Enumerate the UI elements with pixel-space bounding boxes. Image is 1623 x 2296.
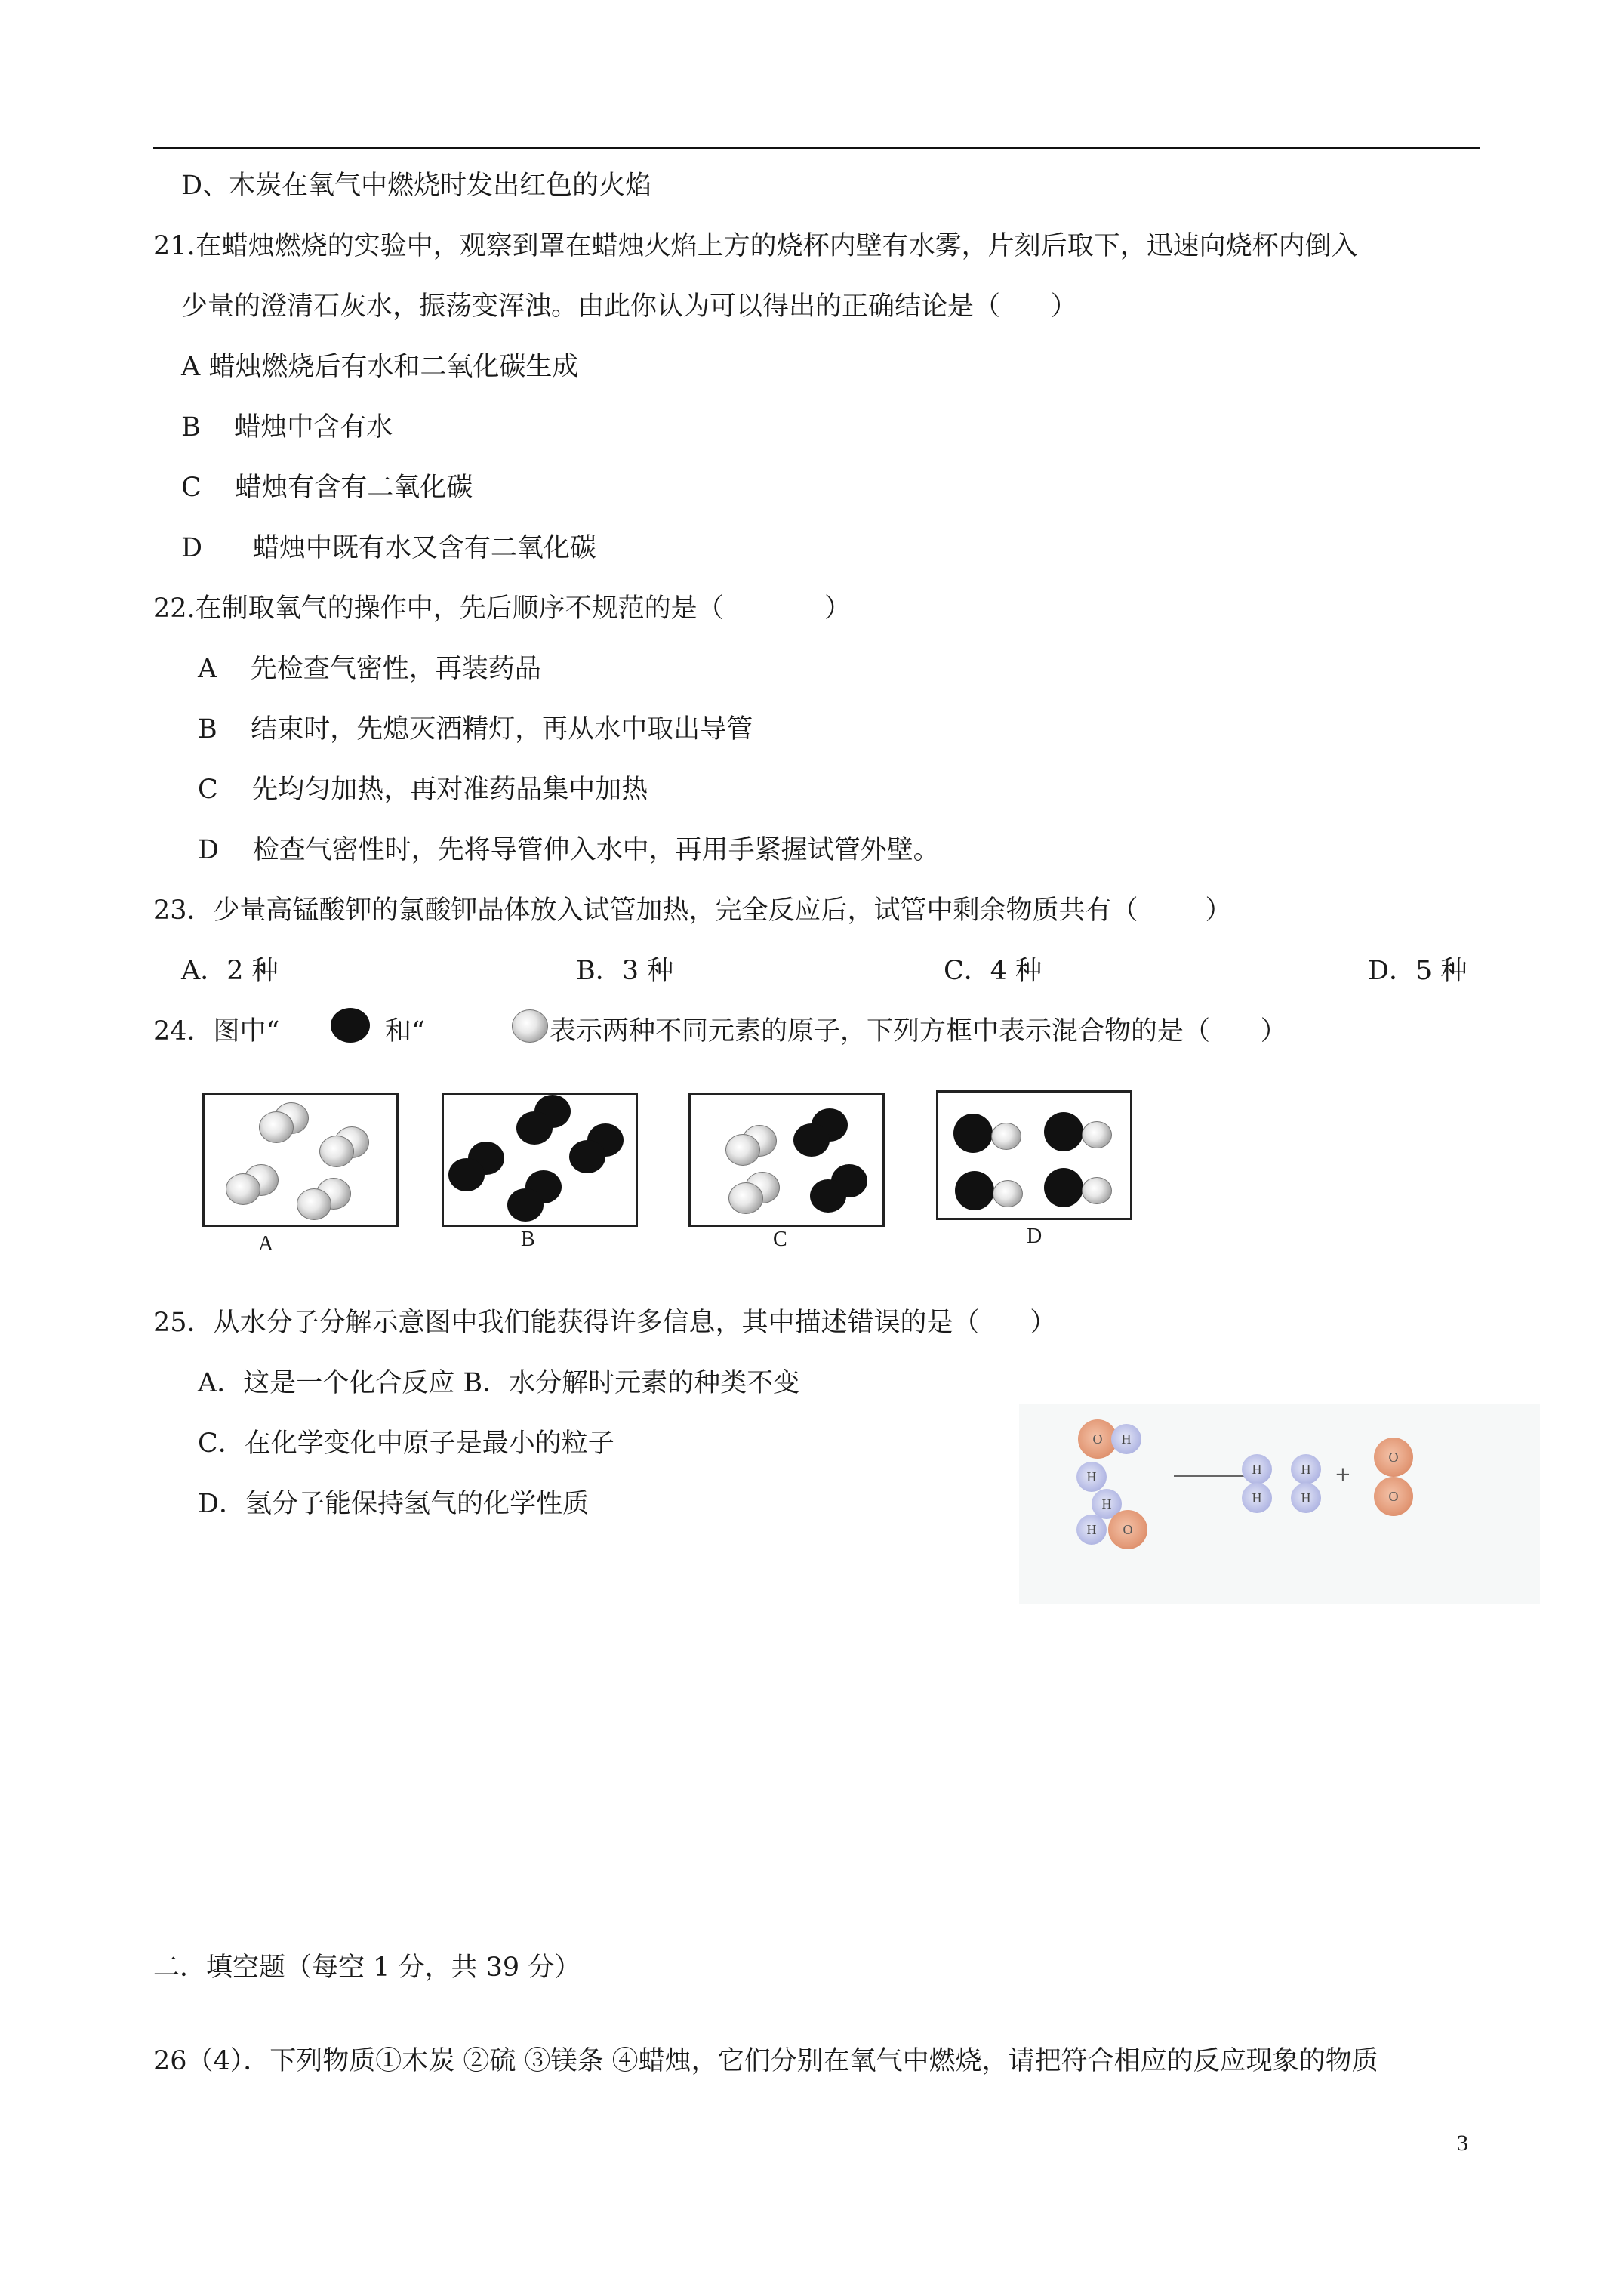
- q22-stem: 22.在制取氧气的操作中，先后顺序不规范的是（ ）: [153, 593, 852, 624]
- mixture-option-box-b: [442, 1093, 638, 1227]
- mixture-option-box-c: [688, 1093, 885, 1227]
- oxygen-atom: O: [1374, 1438, 1413, 1477]
- header-rule: [153, 147, 1480, 149]
- hydrogen-atom: H: [1242, 1483, 1272, 1513]
- white-atom: [319, 1136, 354, 1167]
- black-atom: [953, 1114, 993, 1153]
- section-2-title: 二．填空题（每空 1 分，共 39 分）: [153, 1952, 581, 1983]
- black-atom: [810, 1179, 846, 1213]
- black-atom: [569, 1140, 605, 1173]
- white-atom-legend-icon: [512, 1009, 548, 1043]
- q21-stem-line1: 21.在蜡烛燃烧的实验中，观察到罩在蜡烛火焰上方的烧杯内壁有水雾，片刻后取下，迅速向烧杯内倒入: [153, 231, 1358, 261]
- water-decomposition-figure: [1019, 1404, 1540, 1604]
- q23-option-c: C．4 种: [944, 956, 1042, 986]
- q24-stem-b: 和“: [385, 1016, 425, 1046]
- box-label-a: A: [258, 1232, 274, 1256]
- white-atom: [1082, 1177, 1112, 1204]
- white-atom: [259, 1111, 294, 1143]
- q22-option-d: D 检查气密性时，先将导管伸入水中，再用手紧握试管外壁。: [198, 835, 940, 865]
- white-atom: [991, 1123, 1021, 1150]
- hydrogen-atom: H: [1076, 1515, 1107, 1545]
- white-atom: [728, 1182, 763, 1214]
- q23-stem: 23．少量高锰酸钾的氯酸钾晶体放入试管加热，完全反应后，试管中剩余物质共有（ ）: [153, 895, 1232, 926]
- q20-option-d: D、木炭在氧气中燃烧时发出红色的火焰: [181, 171, 652, 201]
- q23-option-d: D．5 种: [1368, 956, 1467, 986]
- box-label-c: C: [773, 1228, 787, 1251]
- oxygen-atom: O: [1078, 1419, 1117, 1459]
- q23-option-b: B．3 种: [576, 956, 674, 986]
- q21-stem-line2: 少量的澄清石灰水，振荡变浑浊。由此你认为可以得出的正确结论是（ ）: [181, 291, 1077, 322]
- plus-sign: +: [1335, 1463, 1351, 1486]
- black-atom: [516, 1111, 553, 1145]
- q21-option-b: B 蜡烛中含有水: [181, 412, 393, 442]
- hydrogen-atom: H: [1092, 1489, 1122, 1519]
- q23-option-a: A．2 种: [181, 956, 279, 986]
- black-atom-legend-icon: [331, 1008, 370, 1043]
- oxygen-atom: O: [1374, 1477, 1413, 1516]
- black-atom: [1044, 1168, 1083, 1207]
- q25-option-ab: A．这是一个化合反应 B．水分解时元素的种类不变: [198, 1368, 800, 1398]
- white-atom: [297, 1188, 331, 1220]
- q22-option-b: B 结束时，先熄灭酒精灯，再从水中取出导管: [198, 714, 753, 744]
- page-number: 3: [1457, 2131, 1468, 2156]
- mixture-option-box-a: [202, 1093, 399, 1227]
- q21-option-c: C 蜡烛有含有二氧化碳: [181, 473, 473, 503]
- q25-stem: 25．从水分子分解示意图中我们能获得许多信息，其中描述错误的是（ ）: [153, 1308, 1057, 1338]
- black-atom: [793, 1123, 830, 1157]
- black-atom: [955, 1171, 994, 1210]
- box-label-d: D: [1027, 1225, 1042, 1248]
- hydrogen-atom: H: [1291, 1454, 1321, 1484]
- q22-option-c: C 先均匀加热，再对准药品集中加热: [198, 775, 648, 805]
- hydrogen-atom: H: [1076, 1462, 1107, 1492]
- hydrogen-atom: H: [1111, 1424, 1141, 1454]
- mixture-option-box-d: [936, 1090, 1132, 1220]
- q26-stem: 26（4）．下列物质①木炭 ②硫 ③镁条 ④蜡烛，它们分别在氧气中燃烧，请把符合相应的反应现象的物质: [153, 2046, 1378, 2076]
- white-atom: [725, 1134, 760, 1166]
- q21-option-a: A 蜡烛燃烧后有水和二氧化碳生成: [181, 352, 579, 382]
- oxygen-atom: O: [1108, 1510, 1147, 1549]
- q24-stem-c: 表示两种不同元素的原子，下列方框中表示混合物的是（ ）: [550, 1016, 1287, 1046]
- q24-stem-a: 24．图中“: [153, 1016, 280, 1046]
- black-atom: [1044, 1112, 1083, 1151]
- q22-option-a: A 先检查气密性，再装药品: [198, 654, 541, 684]
- hydrogen-atom: H: [1242, 1454, 1272, 1484]
- q25-option-c: C．在化学变化中原子是最小的粒子: [198, 1428, 614, 1459]
- white-atom: [1082, 1121, 1112, 1148]
- q25-option-d: D．氢分子能保持氢气的化学性质: [198, 1489, 590, 1519]
- hydrogen-atom: H: [1291, 1483, 1321, 1513]
- black-atom: [507, 1188, 544, 1222]
- white-atom: [226, 1173, 260, 1205]
- box-label-b: B: [521, 1228, 535, 1251]
- black-atom: [448, 1158, 485, 1191]
- white-atom: [993, 1180, 1023, 1207]
- q21-option-d: D 蜡烛中既有水又含有二氧化碳: [181, 533, 596, 563]
